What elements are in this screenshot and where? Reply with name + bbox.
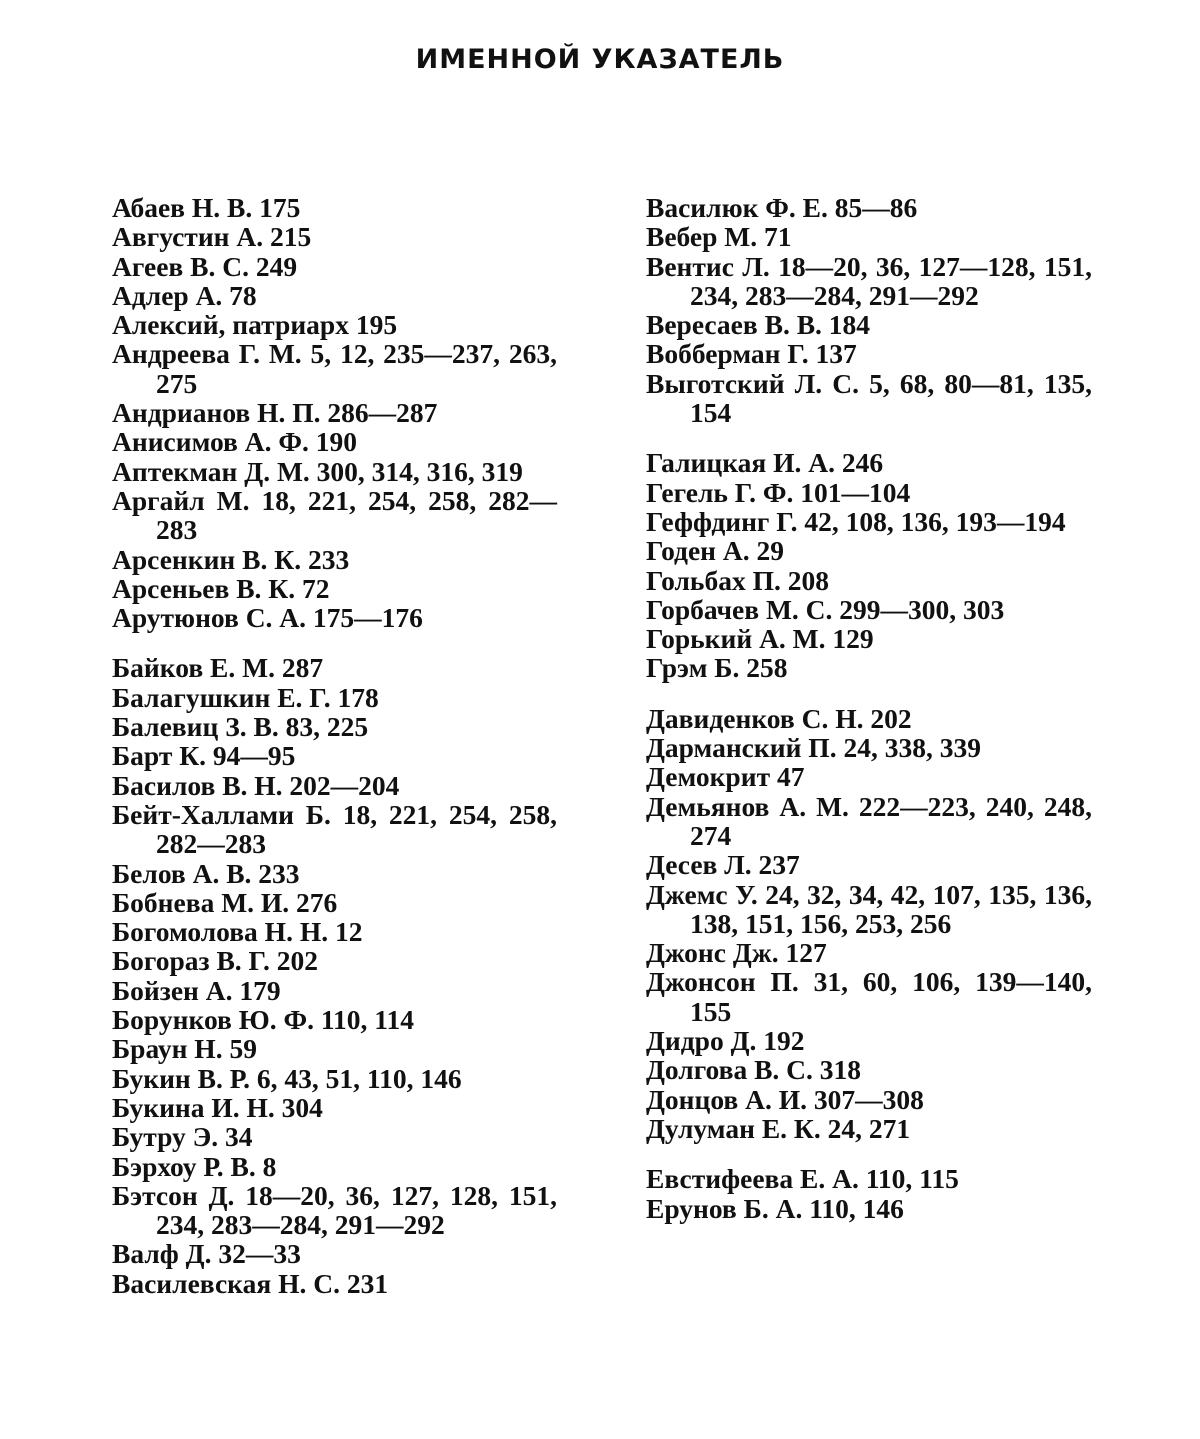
index-entry: Валф Д. 32—33: [112, 1238, 301, 1270]
index-entry: Демокрит 47: [646, 761, 805, 793]
index-entry: Арсеньев В. К. 72: [112, 572, 330, 604]
index-entry: Гольбах П. 208: [646, 564, 829, 596]
index-entry: Букин В. Р. 6, 43, 51, 110, 146: [112, 1062, 462, 1094]
index-entry: Байков Е. М. 287: [112, 652, 324, 684]
index-entry: Браун Н. 59: [112, 1033, 257, 1065]
index-entry: Дидро Д. 192: [646, 1025, 805, 1057]
index-entry: Балевиц З. В. 83, 225: [112, 711, 369, 743]
letter-group-e: [646, 1164, 1092, 1223]
index-entry: Белов А. В. 233: [112, 857, 300, 889]
index-entry: Дарманский П. 24, 338, 339: [646, 732, 981, 764]
index-entry: Горбачев М. С. 299—300, 303: [646, 593, 1005, 625]
index-entry: Адлер А. 78: [112, 279, 257, 311]
index-entry: Вобберман Г. 137: [646, 338, 857, 370]
index-entry: Арутюнов С. А. 175—176: [112, 602, 423, 634]
index-entry: Арсенкин В. К. 233: [112, 543, 350, 575]
index-column-left: [112, 193, 557, 1298]
index-entry: Донцов А. И. 307—308: [646, 1083, 924, 1115]
index-entry: Гегель Г. Ф. 101—104: [646, 476, 911, 508]
index-column-right: [646, 193, 1092, 1223]
index-entry: Абаев Н. В. 175: [112, 192, 301, 223]
index-entry: Годен А. 29: [646, 535, 784, 567]
index-entry: Бобнева М. И. 276: [112, 886, 338, 918]
index-entry: Десев Л. 237: [646, 849, 800, 881]
index-entry: Выготский Л. С. 5, 68, 80—81, 135, 154: [646, 367, 1092, 429]
index-entry: Вересаев В. В. 184: [646, 309, 871, 341]
index-entry: Джонс Дж. 127: [646, 937, 827, 969]
index-entry: Долгова В. С. 318: [646, 1054, 862, 1086]
index-entry: Андреева Г. М. 5, 12, 235—237, 263, 275: [112, 338, 557, 399]
index-entry: Демьянов А. М. 222—223, 240, 248, 274: [646, 790, 1092, 851]
index-entry: Аргайл М. 18, 221, 254, 258, 282—283: [112, 484, 557, 546]
index-entry: Богомолова Н. Н. 12: [112, 916, 363, 948]
index-entry: Агеев В. С. 249: [112, 250, 298, 282]
index-entry: Алексий, патриарх 195: [112, 309, 398, 341]
index-entry: Галицкая И. А. 246: [646, 447, 884, 479]
index-entry: Аптекман Д. М. 300, 314, 316, 319: [112, 455, 523, 487]
letter-group-a: [112, 193, 557, 632]
index-entry: Василевская Н. С. 231: [112, 1267, 389, 1299]
index-entry: Вебер М. 71: [646, 221, 792, 253]
index-entry: Борунков Ю. Ф. 110, 114: [112, 1004, 415, 1036]
index-entry: Андрианов Н. П. 286—287: [112, 397, 438, 429]
index-entry: Бойзен А. 179: [112, 974, 281, 1006]
index-entry: Августин А. 215: [112, 221, 312, 253]
index-entry: Геффдинг Г. 42, 108, 136, 193—194: [646, 505, 1066, 537]
index-entry: Букина И. Н. 304: [112, 1091, 323, 1123]
index-entry: Анисимов А. Ф. 190: [112, 426, 357, 458]
index-entry: Бэрхоу Р. В. 8: [112, 1150, 277, 1182]
index-entry: Ерунов Б. А. 110, 146: [646, 1192, 904, 1224]
letter-group-b: [112, 653, 557, 1298]
index-entry: Джонсон П. 31, 60, 106, 139—140, 155: [646, 966, 1092, 1027]
index-entry: Вентис Л. 18—20, 36, 127—128, 151, 234, 283—284, 291—292: [646, 250, 1092, 311]
letter-group-g: [646, 448, 1092, 682]
index-entry: Балагушкин Е. Г. 178: [112, 681, 379, 713]
index-entry: Горький А. М. 129: [646, 623, 874, 655]
index-entry: Барт К. 94—95: [112, 740, 296, 772]
index-entry: Евстифеева Е. А. 110, 115: [646, 1163, 959, 1195]
index-entry: Бутру Э. 34: [112, 1121, 253, 1153]
index-entry: Бэтсон Д. 18—20, 36, 127, 128, 151, 234, 283—284, 291—292: [112, 1179, 557, 1241]
letter-group-d: [646, 704, 1092, 1143]
index-entry: Бейт-Халлами Б. 18, 221, 254, 258, 282—283: [112, 798, 557, 860]
index-entry: Давиденков С. Н. 202: [646, 702, 912, 734]
index-entry: Грэм Б. 258: [646, 652, 788, 684]
index-entry: Джемс У. 24, 32, 34, 42, 107, 135, 136, 138, 151, 156, 253, 256: [646, 878, 1092, 939]
index-entry: Дулуман Е. К. 24, 271: [646, 1112, 911, 1144]
index-entry: Басилов В. Н. 202—204: [112, 769, 400, 801]
letter-group-v: [646, 193, 1092, 427]
index-entry: Богораз В. Г. 202: [112, 945, 318, 977]
index-entry: Василюк Ф. Е. 85—86: [646, 192, 918, 223]
page-title: ИМЕННОЙ УКАЗАТЕЛЬ: [415, 44, 785, 75]
